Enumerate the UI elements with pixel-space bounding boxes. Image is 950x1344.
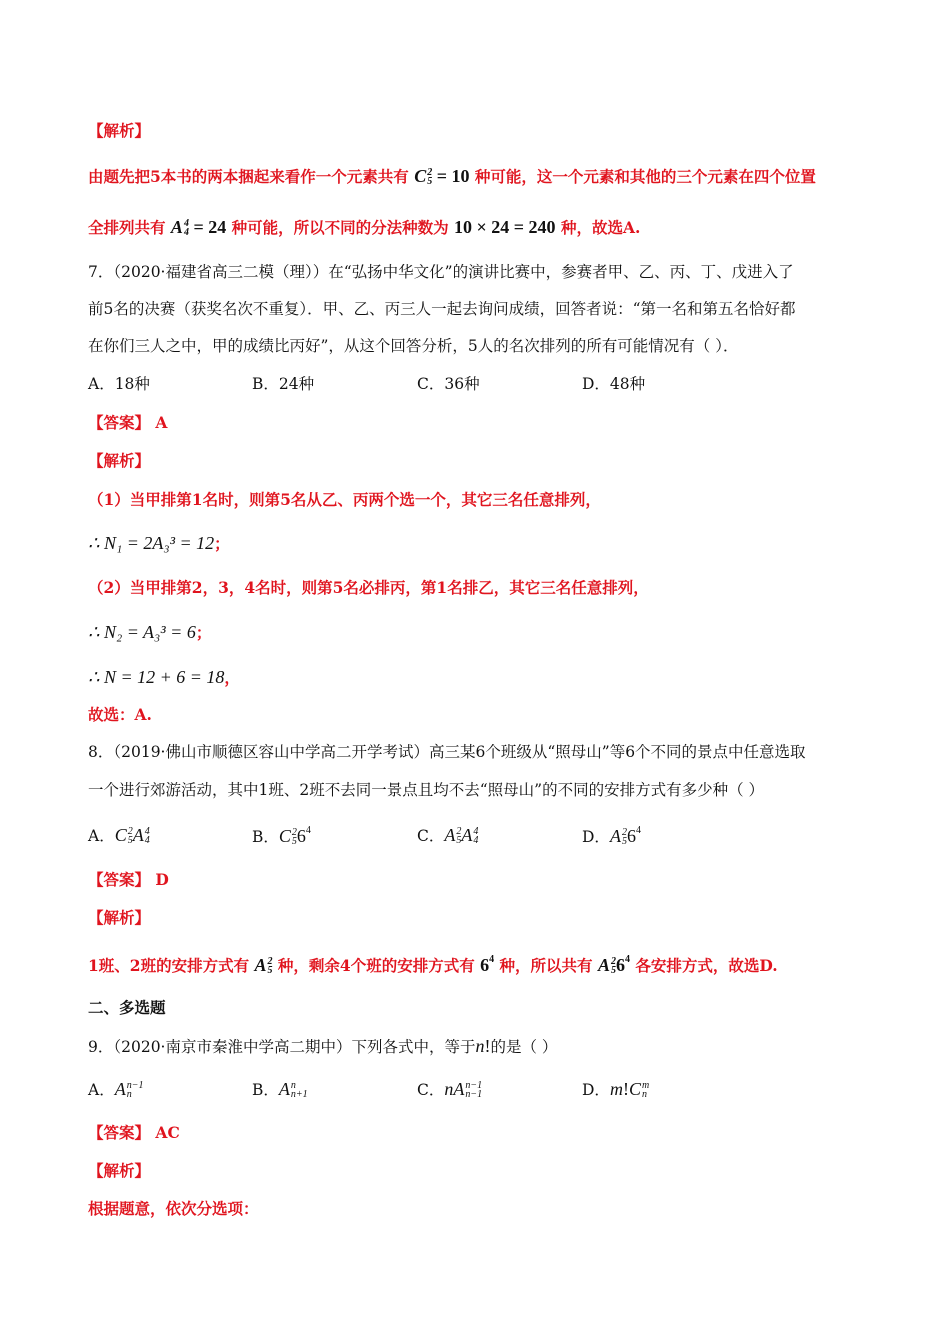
q6-text: 由题先把5本书的两本捆起来看作一个元素共有	[88, 167, 409, 186]
q7-eq2: ∴ N₂ = A₃³ = 6；	[88, 622, 212, 642]
q7-conclusion: 故选：A.	[88, 705, 152, 724]
q6-formula-product: 10 × 24 = 240	[454, 217, 556, 237]
analysis-label-q7: 【解析】	[88, 451, 151, 470]
q7-option-d: D．48种	[582, 375, 646, 393]
q6-formula-a44: A 4 4 = 24	[170, 217, 227, 238]
q7-option-b: B．24种	[252, 375, 315, 393]
q8-stem-line1: 8．（2019·佛山市顺德区容山中学高二开学考试）高三某6个班级从“照母山”等6个不同的景点中任意选取	[88, 743, 806, 761]
q8-option-b: B．C 2 5 $6^4$	[252, 825, 311, 847]
q9-option-d: D．m!C m n	[582, 1079, 650, 1100]
q8-option-d: D．A 2 5 $6^4$	[582, 825, 641, 847]
q9-answer: 【答案】 AC	[88, 1123, 180, 1142]
q8-explanation: 1班、2班的安排方式有 A 2 5 种，剩余4个班的安排方式有 $6^4$ 种，所以共有 A 2 5 $6^4$ 各安排方式，故选D.	[88, 954, 778, 976]
q6-formula-c52: C 2 5 = 10	[414, 166, 470, 187]
section-heading-multiple-choice: 二、多选题	[88, 998, 166, 1017]
q6-text: 种，故选A.	[560, 218, 641, 237]
q9-stem: 9．（2020·南京市秦淮中学高二期中）下列各式中，等于n!的是（ ）	[88, 1036, 558, 1056]
q7-eq3: ∴ N = 12 + 6 = 18，	[88, 667, 240, 687]
q9-explanation: 根据题意，依次分选项：	[88, 1199, 259, 1218]
q7-step2: （2）当甲排第2，3，4名时，则第5名必排丙，第1名排乙，其它三名任意排列，	[88, 578, 649, 597]
q6-explanation-line1	[88, 167, 816, 186]
q7-option-a: A．18种	[88, 375, 150, 393]
q8-option-a: A．C 2 5 A 4 4	[88, 825, 150, 846]
q6-text: 全排列共有	[88, 218, 166, 237]
q6-text: 种可能，所以不同的分法种数为	[231, 218, 449, 237]
analysis-label-q8: 【解析】	[88, 908, 151, 927]
q6-text: 种可能，这一个元素和其他的三个元素在四个位置	[474, 167, 816, 186]
q7-stem-line1: 7．（2020·福建省高三二模（理））在“弘扬中华文化”的演讲比赛中，参赛者甲、乙、丙、丁、戊进入了	[88, 263, 794, 281]
q7-eq1: ∴ N₁ = 2A₃³ = 12；	[88, 533, 230, 553]
q8-answer: 【答案】 D	[88, 870, 169, 889]
analysis-label-q6: 【解析】	[88, 121, 151, 140]
q9-option-a: A．A n−1 n	[88, 1079, 144, 1100]
q8-option-c: C．A 2 5 A 4 4	[417, 825, 479, 846]
q7-stem-line3: 在你们三人之中，甲的成绩比丙好”，从这个回答分析，5人的名次排列的所有可能情况有（ ）．	[88, 337, 739, 355]
q7-option-c: C．36种	[417, 375, 480, 393]
analysis-label-q9: 【解析】	[88, 1161, 151, 1180]
q7-step1: （1）当甲排第1名时，则第5名从乙、丙两个选一个，其它三名任意排列，	[88, 490, 601, 509]
q7-answer: 【答案】 A	[88, 413, 168, 432]
q6-explanation-line2	[88, 218, 640, 237]
q9-option-b: B．A n n+1	[252, 1079, 308, 1100]
q9-option-c: C．nA n−1 n−1	[417, 1079, 483, 1100]
q8-stem-line2: 一个进行郊游活动，其中1班、2班不去同一景点且均不去“照母山”的不同的安排方式有多少种（ ）	[88, 781, 765, 799]
q7-stem-line2: 前5名的决赛（获奖名次不重复）．甲、乙、丙三人一起去询问成绩，回答者说：“第一名和第五名恰好都	[88, 300, 796, 318]
